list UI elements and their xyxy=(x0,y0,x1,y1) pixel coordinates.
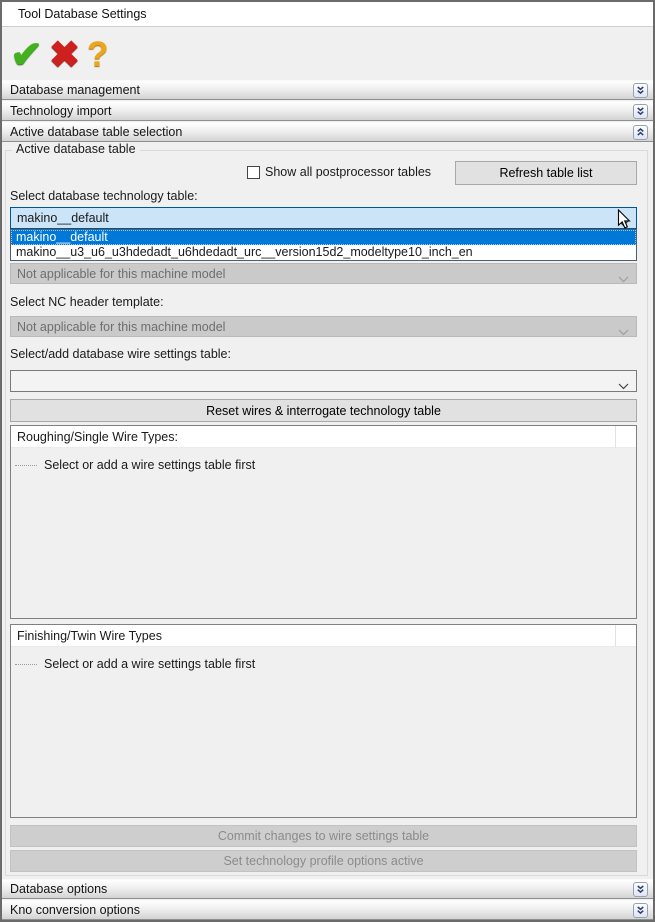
secondary-table-combobox-disabled xyxy=(10,263,637,284)
commit-changes-button-disabled: Commit changes to wire settings table xyxy=(10,825,637,847)
section-header-active-database-table-selection[interactable] xyxy=(2,122,653,142)
toolbar xyxy=(2,28,653,80)
tree-branch-line xyxy=(15,465,37,466)
column-divider xyxy=(615,426,616,448)
section-header-database-options[interactable] xyxy=(2,879,653,899)
groupbox-label: Active database table xyxy=(12,142,140,156)
roughing-list-header xyxy=(11,426,636,448)
chevron-down-icon xyxy=(618,272,629,286)
list-header-label: Finishing/Twin Wire Types xyxy=(17,628,162,643)
section-header-kno-conversion-options[interactable] xyxy=(2,900,653,920)
section-label: Active database table selection xyxy=(10,125,183,139)
mouse-cursor xyxy=(617,209,631,233)
column-divider xyxy=(615,625,616,647)
list-item-label: Select or add a wire settings table first xyxy=(44,458,256,472)
refresh-table-list-button[interactable]: Refresh table list xyxy=(455,161,637,185)
finishing-list-header xyxy=(11,625,636,647)
section-label: Kno conversion options xyxy=(10,903,140,917)
section-label: Technology import xyxy=(10,104,112,118)
list-item[interactable] xyxy=(15,657,636,671)
section-header-database-management[interactable] xyxy=(2,80,653,100)
section-label: Database management xyxy=(10,83,140,97)
chevron-double-up-icon[interactable] xyxy=(633,125,648,140)
finishing-wire-types-list[interactable] xyxy=(10,624,637,818)
chevron-double-down-icon[interactable] xyxy=(633,104,648,119)
cancel-x-icon[interactable]: ✖ xyxy=(49,33,81,75)
tree-branch-line xyxy=(15,664,37,665)
active-database-table-panel xyxy=(2,142,653,879)
chevron-double-down-icon[interactable] xyxy=(633,83,648,98)
ok-check-icon[interactable]: ✔ xyxy=(10,33,43,75)
checkbox-label: Show all postprocessor tables xyxy=(265,165,432,179)
nc-header-template-label: Select NC header template: xyxy=(10,295,164,309)
wire-settings-table-label: Select/add database wire settings table: xyxy=(10,347,231,361)
list-item[interactable] xyxy=(15,458,636,472)
technology-table-label: Select database technology table: xyxy=(10,189,198,203)
list-header-label: Roughing/Single Wire Types: xyxy=(17,429,178,444)
list-item-label: Select or add a wire settings table first xyxy=(44,657,256,671)
technology-table-combobox[interactable] xyxy=(10,207,637,229)
set-technology-profile-active-button-disabled: Set technology profile options active xyxy=(10,850,637,872)
section-label: Database options xyxy=(10,882,108,896)
chevron-down-icon xyxy=(618,325,629,339)
window-title: Tool Database Settings xyxy=(18,7,147,21)
combobox-value: Not applicable for this machine model xyxy=(17,319,226,334)
technology-table-dropdown-list xyxy=(10,229,637,261)
section-header-technology-import[interactable] xyxy=(2,101,653,121)
title-bar xyxy=(2,2,653,27)
chevron-double-down-icon[interactable] xyxy=(633,882,648,897)
chevron-down-icon[interactable] xyxy=(618,379,629,393)
roughing-wire-types-list[interactable] xyxy=(10,425,637,619)
show-all-postprocessor-checkbox[interactable] xyxy=(247,163,431,181)
checkbox-box[interactable] xyxy=(247,166,260,179)
reset-wires-interrogate-button[interactable]: Reset wires & interrogate technology table xyxy=(10,399,637,422)
nc-header-template-combobox-disabled xyxy=(10,316,637,337)
combobox-value: Not applicable for this machine model xyxy=(17,266,226,281)
chevron-double-down-icon[interactable] xyxy=(633,903,648,918)
dropdown-option-selected[interactable]: makino__default xyxy=(11,230,636,245)
combobox-value: makino__default xyxy=(17,211,109,225)
wire-settings-table-combobox[interactable] xyxy=(10,370,637,392)
dropdown-option[interactable]: makino__u3_u6_u3hdedadt_u6hdedadt_urc__version15d2_modeltype10_inch_en xyxy=(16,245,473,259)
help-question-icon[interactable]: ? xyxy=(87,34,109,74)
